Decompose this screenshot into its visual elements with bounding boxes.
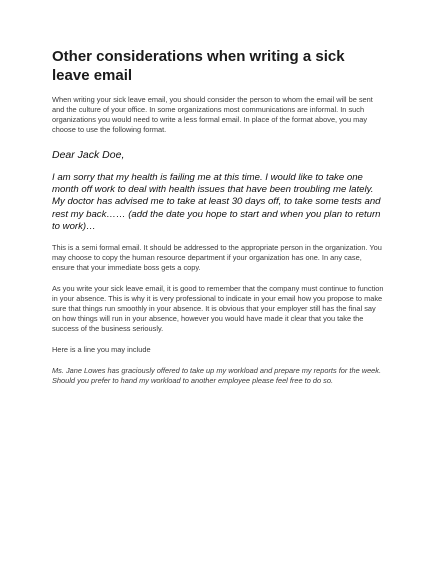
line-intro-paragraph: Here is a line you may include — [52, 345, 151, 355]
sample-line-paragraph: Ms. Jane Lowes has graciously offered to take up my workload and prepare my reports for the week. Should you prefer to hand my workload to another employee please feel free to do so. — [52, 366, 382, 386]
document-title: Other considerations when writing a sick leave email — [52, 48, 345, 84]
workload-paragraph: As you write your sick leave email, it is good to remember that the company must continue to function in your absence. This is why it is very professional to indicate in your email how you propose to make sure that things run smoothly in your absence. It is obvious that your employer still has the final say on how things will run in your absence, however you would have made it clear that you take the success of the business seriously. — [52, 284, 384, 334]
semi-formal-paragraph: This is a semi formal email. It should be addressed to the appropriate person in the organization. You may choose to copy the human resource department if your organization has one. In any case, ensure that your immediate boss gets a copy. — [52, 243, 382, 273]
intro-paragraph: When writing your sick leave email, you should consider the person to whom the email will be sent and the culture of your office. In some organizations most communications are informal. In such organizations you would need to write a less formal email. In place of the format above, you may choose to use the following format. — [52, 95, 373, 134]
letter-body: I am sorry that my health is failing me at this time. I would like to take one month off work to deal with health issues that have been troubling me lately. My doctor has advised me to take at least 30 days off, to take some tests and rest my back…… (add the date you hope to start and when you plan to return to work)… — [52, 172, 381, 232]
document-page — [52, 47, 384, 386]
letter-greeting: Dear Jack Doe, — [52, 149, 125, 161]
